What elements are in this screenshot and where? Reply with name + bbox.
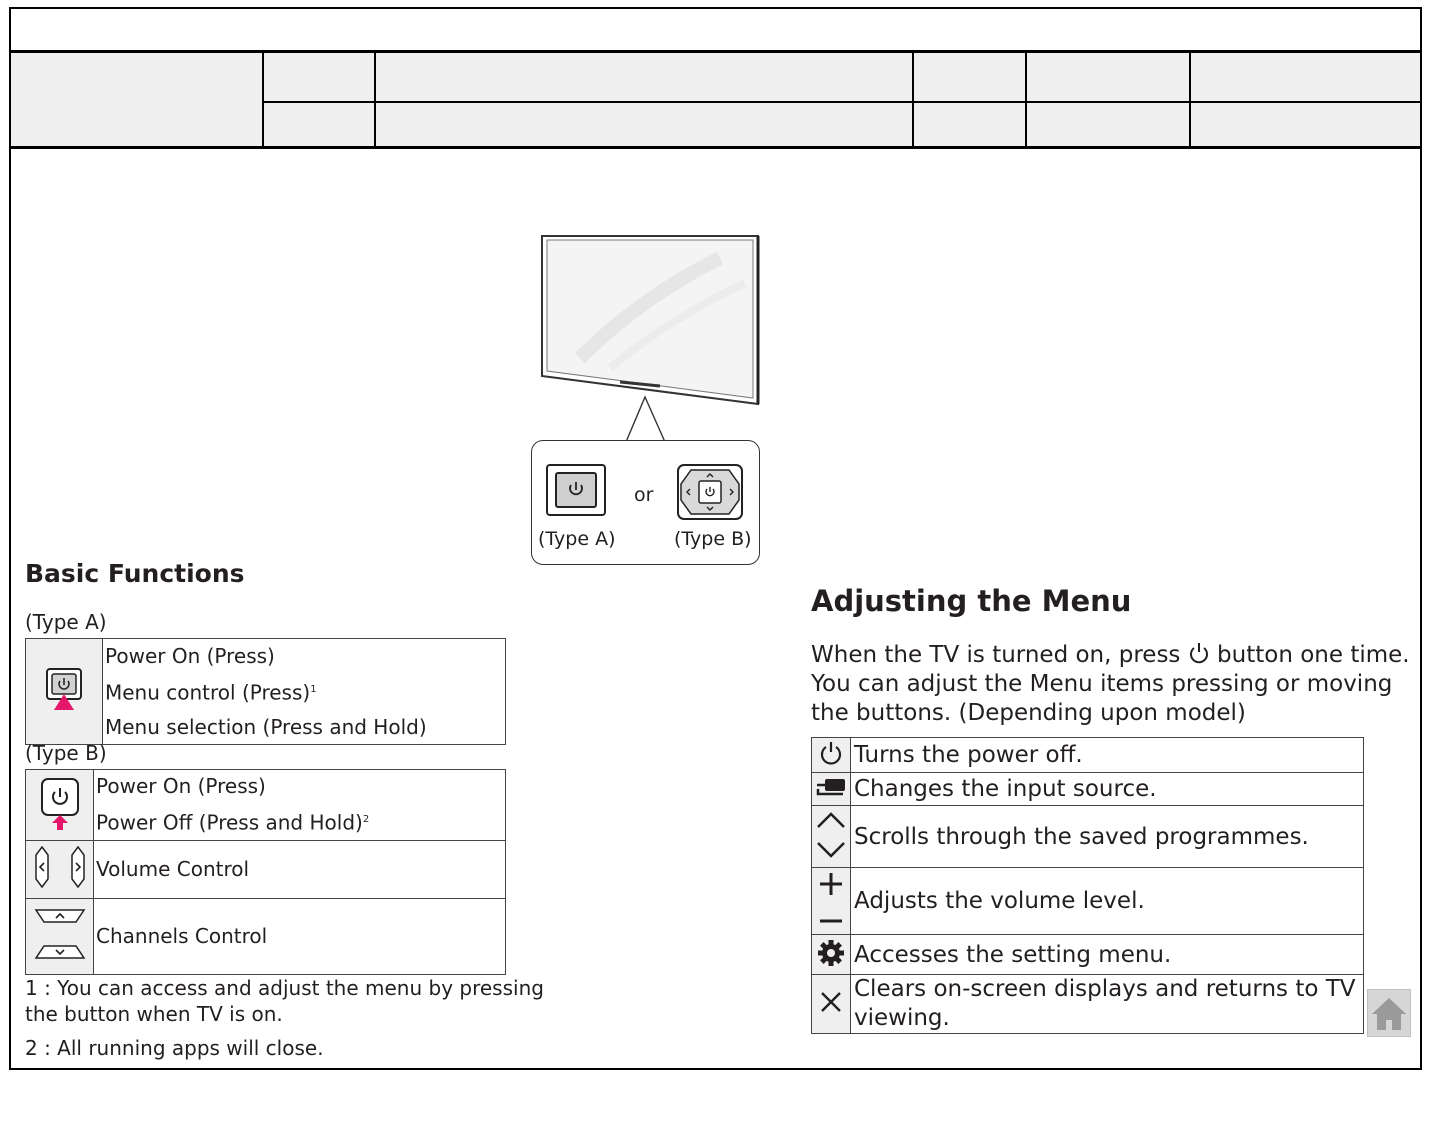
type-b-joystick-icon <box>677 464 745 522</box>
header-table <box>11 53 1420 147</box>
header-col-divider <box>912 53 914 147</box>
header-col-divider <box>262 53 264 147</box>
menu-row-text: Adjusts the volume level. <box>854 888 1145 914</box>
power-press-icon <box>44 666 84 712</box>
menu-row <box>812 738 1364 773</box>
intro-line-2: You can adjust the Menu items pressing or moving <box>811 671 1393 697</box>
footnote-marker: 2 <box>362 814 370 825</box>
menu-row <box>812 975 1364 1034</box>
close-icon <box>818 989 844 1015</box>
button-type-callout <box>531 440 760 565</box>
header-col-divider <box>374 53 376 147</box>
menu-row-text: Accesses the setting menu. <box>854 941 1172 968</box>
header-row-divider <box>262 101 1422 103</box>
footnote-1-line2: the button when TV is on. <box>25 1002 283 1026</box>
type-a-item: Power On (Press) <box>105 644 275 668</box>
type-a-item: Menu selection (Press and Hold) <box>105 714 427 739</box>
type-b-label: (Type B) <box>674 528 752 550</box>
or-label: or <box>634 484 654 506</box>
type-a-button-icon <box>546 464 608 518</box>
plus-minus-icon <box>816 869 846 929</box>
menu-row <box>812 868 1364 935</box>
basic-functions-title: Basic Functions <box>25 559 245 588</box>
menu-icon-cell <box>812 935 851 975</box>
type-b-function-table <box>25 769 506 975</box>
menu-row-text: Clears on-screen displays and returns to TV <box>854 976 1356 1002</box>
type-b-power-icon-cell <box>26 770 94 841</box>
type-a-heading: (Type A) <box>25 610 107 634</box>
home-button[interactable] <box>1367 989 1411 1037</box>
type-a-function-table <box>25 638 506 745</box>
menu-row-text: Changes the input source. <box>854 776 1157 802</box>
channel-up-down-icon <box>30 900 90 968</box>
menu-row-text: viewing. <box>854 1005 950 1031</box>
gear-icon <box>817 939 845 967</box>
volume-left-right-icon <box>28 843 92 891</box>
type-a-label: (Type A) <box>538 528 616 550</box>
menu-icon-cell <box>812 738 851 773</box>
volume-icon-cell <box>26 840 94 898</box>
type-b-power-item: Power Off (Press and Hold) <box>96 810 363 835</box>
type-a-item-with-sup <box>105 673 505 710</box>
menu-icon-cell <box>812 806 851 868</box>
footnote-marker: 1 <box>310 684 317 695</box>
input-source-icon <box>815 776 847 798</box>
header-col-divider <box>1189 53 1191 147</box>
up-down-chevron-icon <box>814 809 848 861</box>
intro-line-1 <box>811 642 1410 668</box>
adjusting-menu-title: Adjusting the Menu <box>811 584 1132 618</box>
menu-icon-cell <box>812 975 851 1034</box>
type-a-icon-cell <box>26 639 103 745</box>
power-press-icon <box>38 775 82 831</box>
menu-row <box>812 773 1364 806</box>
menu-row-text: Scrolls through the saved programmes. <box>854 823 1309 850</box>
type-b-heading: (Type B) <box>25 741 107 765</box>
header-col-divider <box>1025 53 1027 147</box>
intro-line-1-b: button one time. <box>1217 642 1410 668</box>
type-b-power-item: Power On (Press) <box>96 774 266 798</box>
menu-icon-cell <box>812 868 851 935</box>
menu-icon-cell <box>812 773 851 806</box>
channels-control-label: Channels Control <box>96 924 268 949</box>
power-icon <box>819 740 843 766</box>
type-b-power-item-with-sup <box>96 803 505 840</box>
footnote-2: 2 : All running apps will close. <box>25 1036 324 1060</box>
channels-icon-cell <box>26 898 94 974</box>
menu-row <box>812 935 1364 975</box>
menu-button-table <box>811 737 1364 1034</box>
home-icon <box>1368 990 1410 1036</box>
intro-line-1-a: When the TV is turned on, press <box>811 642 1181 668</box>
power-icon <box>1188 642 1210 664</box>
callout-pointer <box>620 395 670 445</box>
volume-control-label: Volume Control <box>96 857 250 882</box>
type-a-item: Menu control (Press) <box>105 680 311 705</box>
header-bottom-rule <box>9 146 1422 149</box>
footnote-1-line1: 1 : You can access and adjust the menu by pressing <box>25 976 544 1000</box>
intro-line-3: the buttons. (Depending upon model) <box>811 700 1246 726</box>
menu-row <box>812 806 1364 868</box>
menu-row-text: Turns the power off. <box>854 742 1083 768</box>
